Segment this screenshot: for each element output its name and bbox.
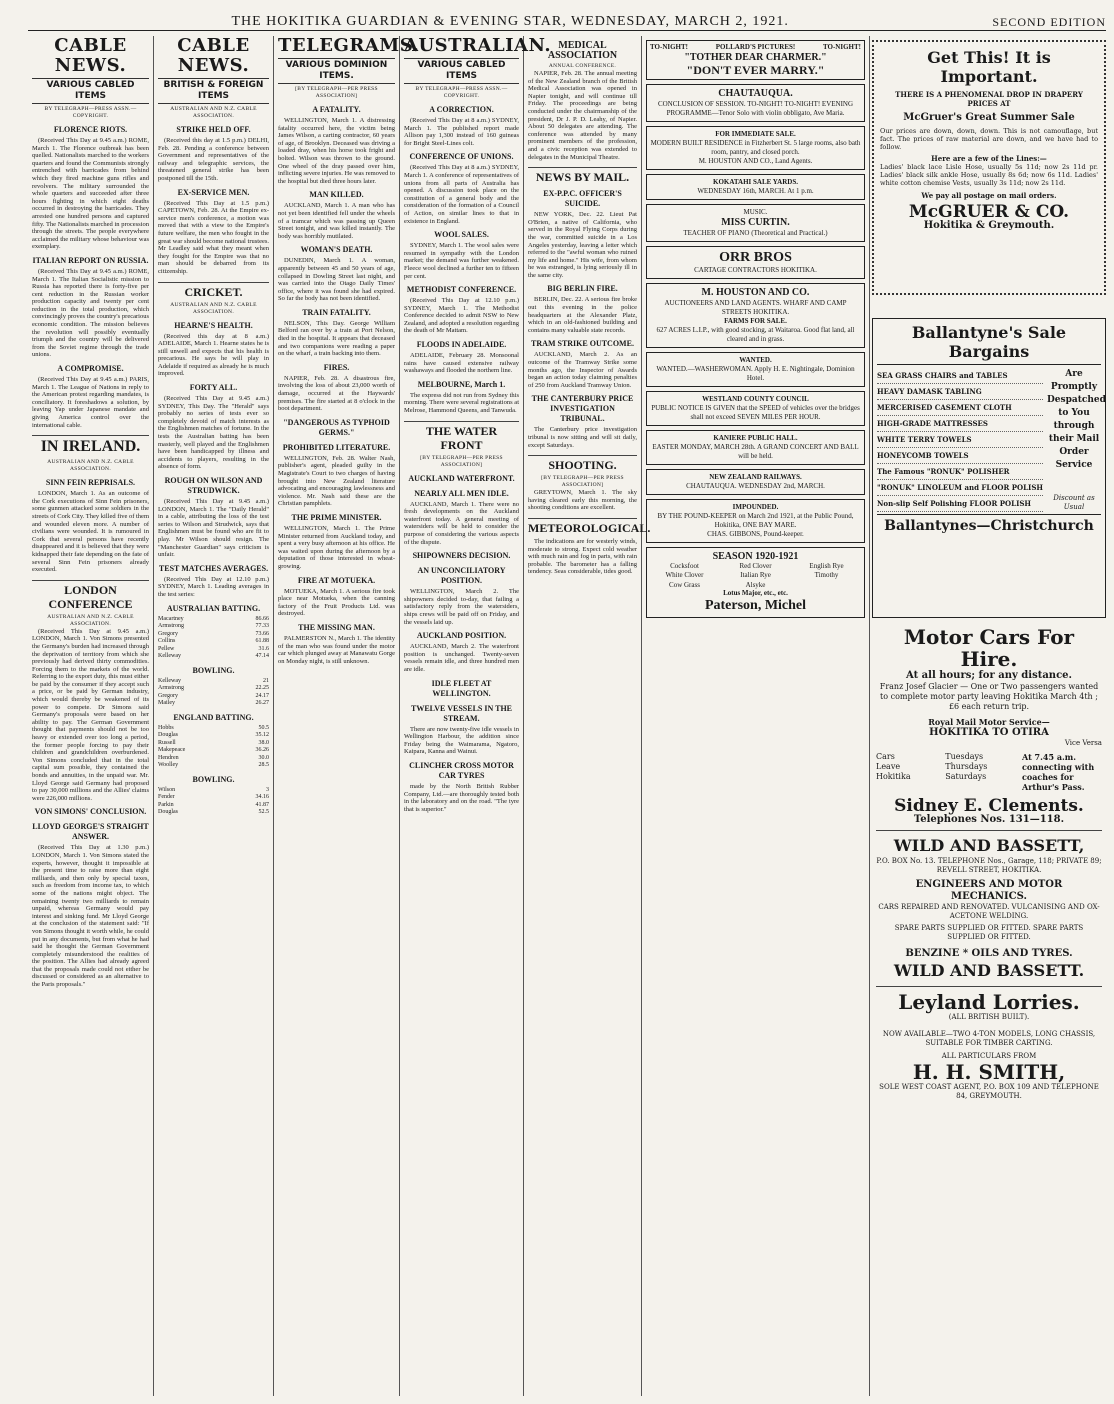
advert-text: Ladies' black lace Lisle Hose, usually 5s 11d; now 2s 11d pr. Ladies' black silk ankle Hose, usually 8s 6d; now 6s 11d. Ladies' white cotton chemise Vests, usually 3s 11d; now 2s 11d. xyxy=(880,163,1098,187)
stats-row xyxy=(158,700,269,708)
advert-item: HEAVY DAMASK TABLING xyxy=(877,384,1043,400)
advert-title: M. HOUSTON AND CO. xyxy=(701,286,810,298)
advert-text: Telephones Nos. 131—118. xyxy=(913,814,1065,825)
player-name: Hobbs xyxy=(158,724,174,731)
byline: BY TELEGRAPH—PRESS ASSN.—COPYRIGHT. xyxy=(44,106,137,119)
player-name: Mailey xyxy=(158,700,175,707)
stats-row xyxy=(158,740,269,748)
player-name: Wilson xyxy=(158,786,176,793)
article-body: (Received This Day at 9.45 a.m.) PARIS, March 1. The League of Nations in reply to the American protest regarding mandates, is conciliatory. It foreshadows a solution, by leaving Yap under Japanese mandate and giving America control over the international cable. xyxy=(32,376,149,429)
advert-chautauqua xyxy=(646,84,865,122)
player-average: 41.87 xyxy=(255,801,269,808)
section-heading: NEWS BY MAIL. xyxy=(528,167,637,184)
article-heading: FORTY ALL. xyxy=(189,383,238,393)
schedule-text: Hokitika xyxy=(876,772,911,781)
column-subheading: VARIOUS CABLED ITEMS xyxy=(404,58,519,84)
column-heading: AUSTRALIAN. xyxy=(404,35,552,56)
stats-row xyxy=(158,616,269,624)
player-name: Douglas xyxy=(158,809,178,816)
advert-title: HOKITIKA TO OTIRA xyxy=(929,727,1049,738)
player-name: Armstrong xyxy=(158,685,184,692)
player-name: Gregory xyxy=(158,630,178,637)
article-heading: THE MISSING MAN. xyxy=(298,622,375,632)
advert-title: ORR BROS xyxy=(719,249,792,265)
stats-table xyxy=(158,678,269,708)
article-heading: VON SIMONS' CONCLUSION. xyxy=(34,807,147,817)
section-heading: CRICKET. xyxy=(158,282,269,299)
advert-text: Lotus Major, etc., etc. xyxy=(723,589,788,598)
article-body: (Received this day at 8 a.m.) ADELAIDE, March 1. Hearne states he is still unwell and expects that his health is precarious. He says he will play in Adelaide if required as already he is much improved. xyxy=(158,332,269,378)
player-average: 22.25 xyxy=(255,685,269,692)
article-heading: EX-P.P.C. OFFICER'S SUICIDE. xyxy=(543,189,622,209)
advert-pictures xyxy=(646,40,865,80)
edition-label: SECOND EDITION xyxy=(992,15,1106,29)
player-average: 28.5 xyxy=(258,762,269,769)
masthead xyxy=(28,8,1106,31)
column-medical-association xyxy=(524,36,651,1396)
stats-table xyxy=(158,725,269,770)
article-heading: A FATALITY. xyxy=(312,105,361,114)
article-heading: TRAM STRIKE OUTCOME. xyxy=(531,339,634,349)
stats-row xyxy=(158,653,269,661)
player-average: 30.0 xyxy=(258,754,269,761)
advert-title: KOKATAHI SALE YARDS. xyxy=(713,177,798,186)
article-body: AUCKLAND, March 2. As an outcome of the Tramway Strike some months ago, the Inspector of Awards began an action today claiming penalties of 250 from Auckland Tramway Union. xyxy=(528,351,637,389)
article-heading: LLOYD GEORGE'S STRAIGHT ANSWER. xyxy=(32,822,149,842)
advert-item: SEA GRASS CHAIRS and TABLES xyxy=(877,368,1043,384)
article-heading: AN UNCONCILIATORY POSITION. xyxy=(417,566,506,586)
player-average: 34.16 xyxy=(255,794,269,801)
advert-item: MERCERISED CASEMENT CLOTH xyxy=(877,400,1043,416)
article-body: BERLIN, Dec. 22. A serious fire broke out this evening in the police headquarters at the Alexander Platz, which in an old-fashioned building and contains many valuable state records. xyxy=(528,296,637,334)
byline: AUSTRALIAN AND N.Z. CABLE ASSOCIATION. xyxy=(47,613,134,627)
article-heading: WOOL SALES. xyxy=(434,230,489,240)
advert-motor-column xyxy=(872,624,1106,1394)
advert-text: 627 ACRES L.I.P., with good stocking, at Waitaroa. Good flat land, all cleared and in grass. xyxy=(656,325,855,343)
advert-title: McGruer's Great Summer Sale xyxy=(903,112,1075,123)
advert-text: CARS REPAIRED AND RENOVATED. VULCANISING AND OX-ACETONE WELDING. xyxy=(878,903,1100,920)
stats-row xyxy=(158,646,269,654)
byline: ANNUAL CONFERENCE. xyxy=(548,63,617,69)
advert-text: CHAUTAUQUA. WEDNESDAY 2nd, MARCH. xyxy=(686,481,825,490)
seed-list xyxy=(650,563,861,590)
advert-city: Hokitika & Greymouth. xyxy=(923,220,1055,231)
advert-text: CONCLUSION OF SESSION. TO-NIGHT! TO-NIGHT! EVENING PROGRAMME—Tenor Solo with violin obbligato, Ave Maria. xyxy=(657,99,854,117)
advert-title: WESTLAND COUNTY COUNCIL xyxy=(702,394,809,403)
stats-table xyxy=(158,616,269,661)
advert-text: (ALL BRITISH BUILT). xyxy=(948,1013,1030,1021)
article-heading: MEDICAL ASSOCIATION xyxy=(547,40,618,61)
article-heading: HEARNE'S HEALTH. xyxy=(174,320,253,330)
schedule-text: Leave xyxy=(876,762,901,771)
advert-text: BY THE POUND-KEEPER on March 2nd 1921, at the Public Pound, Hokitika, ONE BAY MARE. xyxy=(657,511,854,529)
advert-text: WEDNESDAY 16th, MARCH. At 1 p.m. xyxy=(697,186,814,195)
article-heading: THE CANTERBURY PRICE INVESTIGATION TRIBUNAL. xyxy=(531,394,634,424)
player-name: Gregory xyxy=(158,692,178,699)
article-body: WELLINGTON, March 1. The Prime Minister returned from Auckland today, and spent a very busy afternoon at his office. He was waited upon during the afternoon by a deputation of those interested in wheat-growing. xyxy=(278,524,395,570)
section-heading: THE WATER FRONT xyxy=(404,421,519,452)
player-average: 21 xyxy=(263,677,269,684)
article-heading: IDLE FLEET AT WELLINGTON. xyxy=(431,678,492,698)
article-heading: NEARLY ALL MEN IDLE. xyxy=(414,488,509,498)
advert-title: NEW ZEALAND RAILWAYS. xyxy=(709,472,802,481)
advert-title: CHAUTAUQUA. xyxy=(718,87,793,99)
advert-title: "TOTHER DEAR CHARMER." xyxy=(684,51,827,63)
article-heading: ITALIAN REPORT ON RUSSIA. xyxy=(32,255,149,265)
advert-kokatahi xyxy=(646,174,865,200)
advert-text: THERE IS A PHENOMENAL DROP IN DRAPERY PRICES AT xyxy=(895,90,1083,108)
article-heading: AUCKLAND POSITION. xyxy=(416,631,507,641)
advert-text: TO-NIGHT! xyxy=(650,43,688,51)
player-name: Macartney xyxy=(158,615,184,622)
article-body: NELSON, This Day. George William Belford ran over by a train at Port Nelson, died in the hospital. It appears that deceased and two companions were reading a paper on the wharf, a train backing into them. xyxy=(278,319,395,358)
article-heading: A CORRECTION. xyxy=(429,105,494,114)
advert-subtitle: At all hours; for any distance. xyxy=(905,670,1072,681)
column-british-foreign xyxy=(154,36,274,1396)
advert-item: WHITE TERRY TOWELS xyxy=(877,432,1043,448)
schedule-text: Cars xyxy=(876,752,895,761)
advert-title: SEASON 1920-1921 xyxy=(712,550,799,562)
article-body: AUCKLAND, March 1. A man who has not yet been identified fell under the wheels of a tramcar which was passing up Queen Street tonight, and was killed instantly. The body was horribly mutilated. xyxy=(278,202,395,240)
article-body: WELLINGTON, March 2. The shipowners decided to-day, that failing a satisfactory reply from the watersiders, ships crews will be paid off on Friday, and the vessels laid up. xyxy=(404,588,519,626)
table-heading: ENGLAND BATTING. xyxy=(173,712,254,722)
advert-title: KANIERE PUBLIC HALL. xyxy=(713,433,798,442)
advert-item: Non-slip Self Polishing FLOOR POLISH xyxy=(877,496,1043,512)
article-body: The express did not run from Sydney this morning. There were several registrations at Melrose, Hammond Queens, and Tanwuda. xyxy=(404,391,519,415)
advert-text: MODERN BUILT RESIDENCE in Fitzherbert St. 5 large rooms, also bath room, pantry, and closed porch. xyxy=(650,138,861,156)
player-average: 24.17 xyxy=(255,692,269,699)
seed-item: Red Clover xyxy=(739,561,772,570)
article-heading: MAN KILLED. xyxy=(309,190,364,200)
section-heading: LONDON CONFERENCE xyxy=(32,580,149,611)
article-body: (Received This Day at 12.10 p.m.) SYDNEY, March 1. Leading averages in the test series: xyxy=(158,575,269,598)
article-body: (Received This Day at 9.45 a.m.) ROME, March 1. The Italian Socialistic mission to Russia has reported there is forty-five per cent reduction in the Russian worker production capacity and twenty per cent reduction in the total production, which convincingly proves the country's precarious economic condition. The mission believes the revolution will possibly eventually triumph and the country will be delivered from the Soviet regime through the trade unions. xyxy=(32,267,149,359)
seed-item: Cocksfoot xyxy=(670,561,699,570)
advert-text: TO-NIGHT! xyxy=(822,43,861,51)
seed-item: Italian Rye xyxy=(740,571,771,580)
advert-mcgruer xyxy=(872,36,1106,311)
column-telegrams xyxy=(274,35,420,1396)
player-name: Pellew xyxy=(158,645,175,652)
byline: BY TELEGRAPH—PRESS ASSN.—COPYRIGHT. xyxy=(415,86,508,99)
advert-text: Our prices are down, down, down. This is not camouflage, but fact. The prices of raw material are down, and we have had to follow. xyxy=(880,127,1098,151)
seed-item: Alsyke xyxy=(745,580,766,589)
article-heading: CONFERENCE OF UNIONS. xyxy=(409,152,514,162)
article-heading: FIRE AT MOTUEKA. xyxy=(297,575,376,585)
player-name: Kelleway xyxy=(158,677,181,684)
article-body: The indications are for westerly winds, moderate to strong. Expect cold weather with much rain and fog in parts, with rain probable. The barometer has a falling tendency. Seas considerable, tides good. xyxy=(528,537,637,576)
schedule-day: Tuesdays xyxy=(945,752,984,761)
player-average: 61.88 xyxy=(255,638,269,645)
advert-railways xyxy=(646,469,865,495)
column-subheading: VARIOUS CABLED ITEMS xyxy=(32,78,149,104)
article-body: NEW YORK, Dec. 22. Lieut Pat O'Brien, a native of California, who served in the Royal Flying Corps during the war, committed suicide in a Los Angeles yesterday, leaving a letter which referred to the "awful woman who ruined my life and home." His wife, from whom he was estranged, is lying seriously ill in the same city. xyxy=(528,211,637,279)
stats-row xyxy=(158,685,269,693)
stats-row xyxy=(158,678,269,686)
article-body: LONDON, March 1. As an outcome of the Cork executions of Sinn Fein prisoners, some gunmen attacked some soldiers in the streets of Cork City. They killed five of them and wounded eleven more. A number of civilians were wounded. It is rumoured in Cork that several persons have recently disappeared and it is believed that they were kidnapped their fate depending on the fate of several Sinn Fein prisoners already executed. xyxy=(32,490,149,574)
article-heading: STRIKE HELD OFF. xyxy=(176,125,251,134)
stats-row xyxy=(158,809,269,817)
player-average: 31.6 xyxy=(258,645,269,652)
section-heading: SHOOTING. xyxy=(528,455,637,472)
stats-row xyxy=(158,623,269,631)
advert-brand: WILD AND BASSETT, xyxy=(893,836,1085,855)
article-body: WELLINGTON, Feb. 28. Walter Nash, publisher's agent, pleaded guilty in the Magistrate's Court to two charges of having brought into New Zealand literature advocating and encouraging lawlessness and violence. Mr. Nash said these are the Christian pamphlets. xyxy=(278,454,395,508)
player-name: Armstrong xyxy=(158,623,184,630)
article-body: NAPIER, Feb. 28. The annual meeting of the New Zealand branch of the British Medical Association was opened in Napier tonight, and will continue till Friday. The proceedings are being conducted under the chairmanship of the president, Dr J. P. D. Leahy, of Napier. About 50 delegates are attending. The conference was attended by many prominent members of the profession, and a civic reception was extended to delegates in the Municipal Theatre. xyxy=(528,70,637,161)
advert-text: SOLE WEST COAST AGENT, P.O. BOX 109 AND TELEPHONE 84, GREYMOUTH. xyxy=(879,1083,1099,1100)
article-heading: TEST MATCHES AVERAGES. xyxy=(158,563,269,573)
article-heading: ROUGH ON WILSON AND STRUDWICK. xyxy=(164,476,263,495)
advert-text: Vice Versa xyxy=(1064,739,1102,747)
advert-title: ENGINEERS AND MOTOR MECHANICS. xyxy=(915,879,1063,902)
advert-impounded xyxy=(646,499,865,543)
stats-row xyxy=(158,787,269,795)
player-average: 3 xyxy=(266,786,269,793)
byline: [BY TELEGRAPH—PER PRESS ASSOCIATION] xyxy=(295,86,378,99)
advert-text: P.O. BOX No. 13. TELEPHONE Nos., Garage, 118; PRIVATE 89; REVELL STREET, HOKITIKA. xyxy=(876,857,1102,874)
advert-music xyxy=(646,204,865,242)
article-heading: WOMAN'S DEATH. xyxy=(300,245,373,255)
article-heading: "DANGEROUS AS TYPHOID GERMS." xyxy=(283,417,390,437)
article-body: (Received This Day at 9.45 a.m.) LONDON, March 1. Von Simons presented the Germany's burden had increased through the deprivation of territory from which she previously had derived thirty commodities. Forcing them to the markets of the world. Referring to the export duty, this must either be paid by the consumer if they accept such a price, or be paid by German industry, which would thereby be weakened of its power to compete. Dr Simons said Germany's proposals were based on her ability to pay. The German Government thought that payments should not be too heavy or extended over too long a period, the former people forcing to pay their children and grandchildren overburdened. Von Simons concluded that in the total capital sum possible, they contained the bonds and annuities, in the unpaid war. Mr. Lloyd George said Germany had proposed to pay 30,000 millions and the Allies' claims were 226,000 millions. xyxy=(32,627,149,802)
advert-title: FOR IMMEDIATE SALE. xyxy=(715,129,796,138)
article-body: (Received This Day at 9.45 a.m.) ROME, March 1. The Florence outbreak has been quelled. Nationalists marched to the workers quarters and found the Communists strongly entrenched with barricades from behind which they fired machine guns rifles and revolvers. The military surrounded the whole quarters and succeeded after three hours fighting in which eight deaths occurred in destroying the barricades. They arrested one hundred persons and captured fifty. The Nationalists marched in procession through the streets. The people everywhere acclaimed the military whose behaviour was exemplary. xyxy=(32,137,149,251)
player-average: 26.27 xyxy=(255,700,269,707)
advert-text: Are Promptly Despatched to You through their Mail Order Service xyxy=(1047,369,1106,470)
column-subheading: BRITISH & FOREIGN ITEMS xyxy=(158,78,269,104)
byline: [BY TELEGRAPH—PER PRESS ASSOCIATION] xyxy=(541,475,624,489)
advert-subtitle: Here are a few of the Lines:— xyxy=(931,154,1047,163)
stats-row xyxy=(158,638,269,646)
article-body: AUCKLAND, March 2. The waterfront position is unchanged. Twenty-seven vessels remain idle, and three hundred men are idle. xyxy=(404,643,519,673)
advert-item: "RONUK" LINOLEUM and FLOOR POLISH xyxy=(877,480,1043,496)
stats-row xyxy=(158,693,269,701)
article-body: (Received This Day at 1.30 p.m.) LONDON, March 1. Von Simons stated the experts, however, thought it impossible at the present time to raise more than eight milliards, and then only by special taxes, such as freedom from income tax, to which some of the nations might object. The remaining twenty two milliards to remain unpaid, whereas Germany would pay interest and sinking fund. Mr Lloyd George at the conclusion of the statement said: "If von Simons thought it worth while, he could put in any documents, but from what he had said he thought the German Government completely misunderstood the realities of the position. The Allies had already agreed that the proposals made could not either be discussed or considered as an alternative to the Paris proposals." xyxy=(32,844,149,989)
advert-title: WANTED. xyxy=(739,355,772,364)
article-heading: AUCKLAND WATERFRONT. xyxy=(408,473,515,483)
advert-westland-council xyxy=(646,391,865,426)
player-name: Russell xyxy=(158,739,176,746)
player-name: Kelleway xyxy=(158,653,181,660)
advert-houston xyxy=(646,283,865,348)
article-heading: FLORENCE RIOTS. xyxy=(53,125,128,134)
article-heading: PROHIBITED LITERATURE. xyxy=(282,442,391,452)
player-name: Hendren xyxy=(158,754,179,761)
advert-ballantyne xyxy=(872,318,1106,618)
advert-footer: Ballantynes—Christchurch xyxy=(877,514,1101,534)
advert-title: IMPOUNDED. xyxy=(732,502,779,511)
article-heading: FLOODS IN ADELAIDE. xyxy=(416,340,507,350)
masthead-title: THE HOKITIKA GUARDIAN & EVENING STAR, WEDNESDAY, MARCH 2, 1921. xyxy=(231,14,789,29)
player-average: 52.5 xyxy=(258,809,269,816)
column-heading: CABLE NEWS. xyxy=(177,35,250,76)
player-name: Douglas xyxy=(158,732,178,739)
table-heading: AUSTRALIAN BATTING. xyxy=(166,603,261,613)
article-body: MOTUEKA, March 1. A serious fire took place near Motueka, when the canning factory of the Fruit Products Ltd. was destroyed. xyxy=(278,587,395,618)
player-name: Collins xyxy=(158,638,176,645)
advert-title: FARMS FOR SALE. xyxy=(724,316,787,325)
player-name: Fender xyxy=(158,794,175,801)
column-australian xyxy=(400,35,552,1396)
player-name: Parkin xyxy=(158,801,174,808)
schedule-day: Saturdays xyxy=(945,772,987,781)
article-heading: SINN FEIN REPRISALS. xyxy=(45,478,136,488)
stats-table xyxy=(158,787,269,817)
article-heading: TRAIN FATALITY. xyxy=(302,307,371,317)
article-body: (Received This Day at 9.45 a.m.) LONDON, March 1. The "Daily Herald" in a cable, attributing the loss of the test series to Wilson and Strudwick, says that Englishmen must be found who are fit to play. Mr Wilson should resign. The "Manchester Guardian" says criticism is unfair. xyxy=(158,498,269,559)
byline: AUSTRALIAN AND N.Z. CABLE ASSOCIATION. xyxy=(170,301,257,315)
schedule-text: At 7.45 a.m. connecting with coaches for Arthur's Pass. xyxy=(1022,752,1095,792)
article-body: (Received this day at 1.5 p.m.) DELHI, Feb. 28. Pending a conference between Government and representatives of the railway and telegraphic services, the threatened general strike has been postponed till the 15th. xyxy=(158,137,269,182)
advert-brand: WILD AND BASSETT. xyxy=(893,961,1085,980)
article-body: (Received This Day at 12.10 p.m.) SYDNEY, March 1. The Methodist Conference decided to admit NSW to New Zealand, and adopted a resolution regarding the death of Mr Mattam. xyxy=(404,297,519,335)
advert-title: Motor Cars For Hire. xyxy=(903,625,1075,671)
table-heading: BOWLING. xyxy=(192,774,235,784)
advert-text: We pay all postage on mail orders. xyxy=(921,191,1057,200)
advert-text: NOW AVAILABLE—TWO 4-TON MODELS, LONG CHASSIS, SUITABLE FOR TIMBER CARTING. xyxy=(882,1030,1096,1047)
stats-row xyxy=(158,631,269,639)
advert-title: Paterson, Michel xyxy=(704,598,807,614)
advert-brand: Sidney E. Clements. xyxy=(894,796,1084,816)
player-average: 38.0 xyxy=(258,739,269,746)
advert-heading: CLINCHER CROSS MOTOR CAR TYRES xyxy=(409,760,514,780)
article-body: SYDNEY, March 1. The wool sales were resumed in sympathy with the London market; the demand was further weakened. Fleece wool declined a further ten to fifteen per cent. xyxy=(404,242,519,280)
advert-orr-bros xyxy=(646,246,865,279)
byline: AUSTRALIAN AND N.Z. CABLE ASSOCIATION. xyxy=(47,459,134,473)
article-body: (Received This Day at 8 a.m.) SYDNEY, March 1. A conference of representatives of unions from all parts of Australia has opened. A discussion took place on the constitution of a general body and the consideration of the formation of a Council of Action, on similar lines to that in existence in England. xyxy=(404,164,519,225)
advert-title: MISS CURTIN. xyxy=(721,216,790,228)
section-heading: IN IRELAND. xyxy=(32,435,149,456)
advert-text: ALL PARTICULARS FROM xyxy=(941,1052,1037,1060)
seed-item: White Clover xyxy=(665,571,704,580)
advert-immediate-sale xyxy=(646,126,865,170)
article-heading: EX-SERVICE MEN. xyxy=(177,187,250,197)
article-body: The Canterbury price investigation tribunal is now sitting and will sit daily, except Saturdays. xyxy=(528,426,637,449)
advert-text: EASTER MONDAY, MARCH 28th. A GRAND CONCERT AND BALL will be held. xyxy=(652,442,859,460)
player-average: 77.33 xyxy=(255,623,269,630)
table-heading: BOWLING. xyxy=(192,665,235,675)
advert-text: WANTED.—WASHERWOMAN. Apply H. E. Nightingale, Dominion Hotel. xyxy=(656,364,855,382)
advert-wanted xyxy=(646,352,865,387)
player-average: 73.66 xyxy=(255,630,269,637)
advert-brand: H. H. SMITH, xyxy=(912,1060,1066,1084)
advert-title: Ballantyne's Sale Bargains xyxy=(877,323,1101,365)
stats-row xyxy=(158,732,269,740)
article-heading: THE PRIME MINISTER. xyxy=(291,512,382,522)
article-heading: A COMPROMISE. xyxy=(57,364,124,374)
player-name: Woolley xyxy=(158,762,179,769)
player-average: 86.66 xyxy=(255,615,269,622)
advert-text: CARTAGE CONTRACTORS HOKITIKA. xyxy=(694,265,817,274)
stats-row xyxy=(158,725,269,733)
advert-text: SPARE PARTS SUPPLIED OR FITTED. SPARE PARTS SUPPLIED OR FITTED. xyxy=(894,924,1084,941)
advert-title: Leyland Lorries. xyxy=(898,990,1080,1014)
section-heading: METEOROLOGICAL. xyxy=(528,518,637,535)
advert-kaniere xyxy=(646,430,865,465)
article-body: ADELAIDE, February 28. Monsoonal rains have caused extensive railway washaways and flooded the northern line. xyxy=(404,352,519,375)
article-body: There are now twenty-five idle vessels in Wellington Harbour, the addition since Friday being the Waimarama, Ngatoro, Kaipara, Kanna and Wainui. xyxy=(404,725,519,756)
advert-item: HIGH-GRADE MATTRESSES xyxy=(877,416,1043,432)
advert-text: POLLARD'S PICTURES! xyxy=(715,43,796,51)
player-average: 47.14 xyxy=(255,653,269,660)
article-body: NAPIER, Feb. 28. A disastrous fire, involving the loss of about 23,000 worth of damage, occurred at the Haywards' premises. The fire started at 8 o'clock in the boot department. xyxy=(278,374,395,413)
byline: [BY TELEGRAPH—PER PRESS ASSOCIATION] xyxy=(420,454,503,468)
advert-body: made by the North British Rubber Company, Ltd.—are thoroughly tested both in the laboratory and on the road. "The tyre that is superior." xyxy=(404,782,519,813)
article-heading: MELBOURNE, March 1. xyxy=(417,379,506,389)
article-heading: METHODIST CONFERENCE. xyxy=(406,285,517,295)
stats-row xyxy=(158,747,269,755)
seed-item: Cow Grass xyxy=(669,580,700,589)
advert-text: PUBLIC NOTICE IS GIVEN that the SPEED of vehicles over the bridges shall not exceed SEVEN MILES PER HOUR. xyxy=(651,403,860,421)
stats-row xyxy=(158,762,269,770)
advert-item: The Famous "RONUK" POLISHER xyxy=(877,464,1043,480)
article-heading: TWELVE VESSELS IN THE STREAM. xyxy=(410,703,512,723)
player-average: 50.5 xyxy=(258,724,269,731)
seed-item: English Rye xyxy=(809,561,844,570)
advert-text: Franz Josef Glacier — One or Two passengers wanted to complete motor party leaving Hokitika March 4th ; £6 each return trip. xyxy=(879,682,1099,711)
player-average: 36.26 xyxy=(255,747,269,754)
player-average: 35.12 xyxy=(255,732,269,739)
advert-text: M. HOUSTON AND CO., Land Agents. xyxy=(698,156,813,165)
article-heading: SHIPOWNERS DECISION. xyxy=(412,551,511,561)
column-cable-news xyxy=(28,36,154,1396)
byline: AUSTRALIAN AND N.Z. CABLE ASSOCIATION. xyxy=(170,106,257,119)
column-advertisements xyxy=(642,36,870,1396)
article-body: (Received This Day at 1.5 p.m.) CAPETOWN, Feb. 28. At the Empire ex-service men's conference, a motion was moved that with a view to the Empire's future welfare, the men who fought in the great war should become national trustees. Mr Leadley said what they meant when they fought for the Empire was that no man should be debarred from its citizenship. xyxy=(158,199,269,275)
advert-text: MUSIC. xyxy=(743,207,768,216)
stats-row xyxy=(158,755,269,763)
advert-item-list xyxy=(877,368,1043,512)
article-body: AUCKLAND, March 1. There were no fresh developments on the Auckland waterfront today. A general meeting of watersiders will be held to consider the purpose of considering the various aspects of the dispute. xyxy=(404,500,519,546)
column-heading: CABLE NEWS. xyxy=(54,35,127,76)
advert-text: AUCTIONEERS AND LAND AGENTS. WHARF AND CAMP STREETS HOKITIKA. xyxy=(664,298,847,316)
advert-text: CHAS. GIBBONS, Pound-keeper. xyxy=(707,529,804,538)
advert-brand: McGRUER & CO. xyxy=(908,202,1070,222)
advert-text: TEACHER OF PIANO (Theoretical and Practical.) xyxy=(683,228,828,237)
stats-row xyxy=(158,802,269,810)
column-heading: TELEGRAMS. xyxy=(278,35,420,56)
advert-seeds xyxy=(646,547,865,619)
advert-text: Royal Mail Motor Service— xyxy=(928,717,1050,727)
article-body: (Received This Day at 9.45 a.m.) SYDNEY, This Day. The "Herald" says probably no series of tests ever so completely devoid of match interests as the Englishmen matches of fortune. In the tests the Australian batting has been masterly, well played and the Englishmen have been handicapped by illness and accidents to players, resulting in the absence of form. xyxy=(158,395,269,471)
seed-item: Timothy xyxy=(814,571,839,580)
article-heading: FIRES. xyxy=(323,362,350,372)
article-body: (Received This Day at 8 a.m.) SYDNEY, March 1. The published report made Allison pay 1,300 instead of 160 guineas for Bright Steel-Lines colt. xyxy=(404,117,519,147)
article-body: PALMERSTON N., March 1. The identity of the man who was found under the motor car which plunged away at Manawatu Gorge on Monday night, is still unknown. xyxy=(278,634,395,665)
schedule-day: Thursdays xyxy=(945,762,988,771)
article-body: GREYTOWN, March 1. The sky having cleared early this morning, the shooting conditions are excellent. xyxy=(528,489,637,512)
advert-title: "DON'T EVER MARRY." xyxy=(686,62,825,77)
advert-title: BENZINE * OILS AND TYRES. xyxy=(905,948,1073,959)
stats-row xyxy=(158,794,269,802)
advert-title: Get This! It is Important. xyxy=(927,48,1051,86)
article-heading: BIG BERLIN FIRE. xyxy=(547,284,618,294)
column-subheading: VARIOUS DOMINION ITEMS. xyxy=(278,58,395,84)
advert-text: Discount as Usual xyxy=(1053,494,1095,511)
player-name: Makepeace xyxy=(158,747,186,754)
article-body: DUNEDIN, March 1. A woman, apparently between 45 and 50 years of age, collapsed in Dowling Street last night, and was carried into the Otago Daily Times' office, where it was found she had expired. So far the body has not been identified. xyxy=(278,257,395,303)
article-body: WELLINGTON, March 1. A distressing fatality occurred here, the victim being James Wilson, a carting contractor, 60 years of age, of Brooklyn. Deceased was driving a loaded dray, when his horse took fright and bolted. Wilson was thrown to the ground. One wheel of the dray passed over him, inflicting severe injuries. He was removed to the hospital but died three hours later. xyxy=(278,117,395,185)
advert-item: HONEYCOMB TOWELS xyxy=(877,448,1043,464)
